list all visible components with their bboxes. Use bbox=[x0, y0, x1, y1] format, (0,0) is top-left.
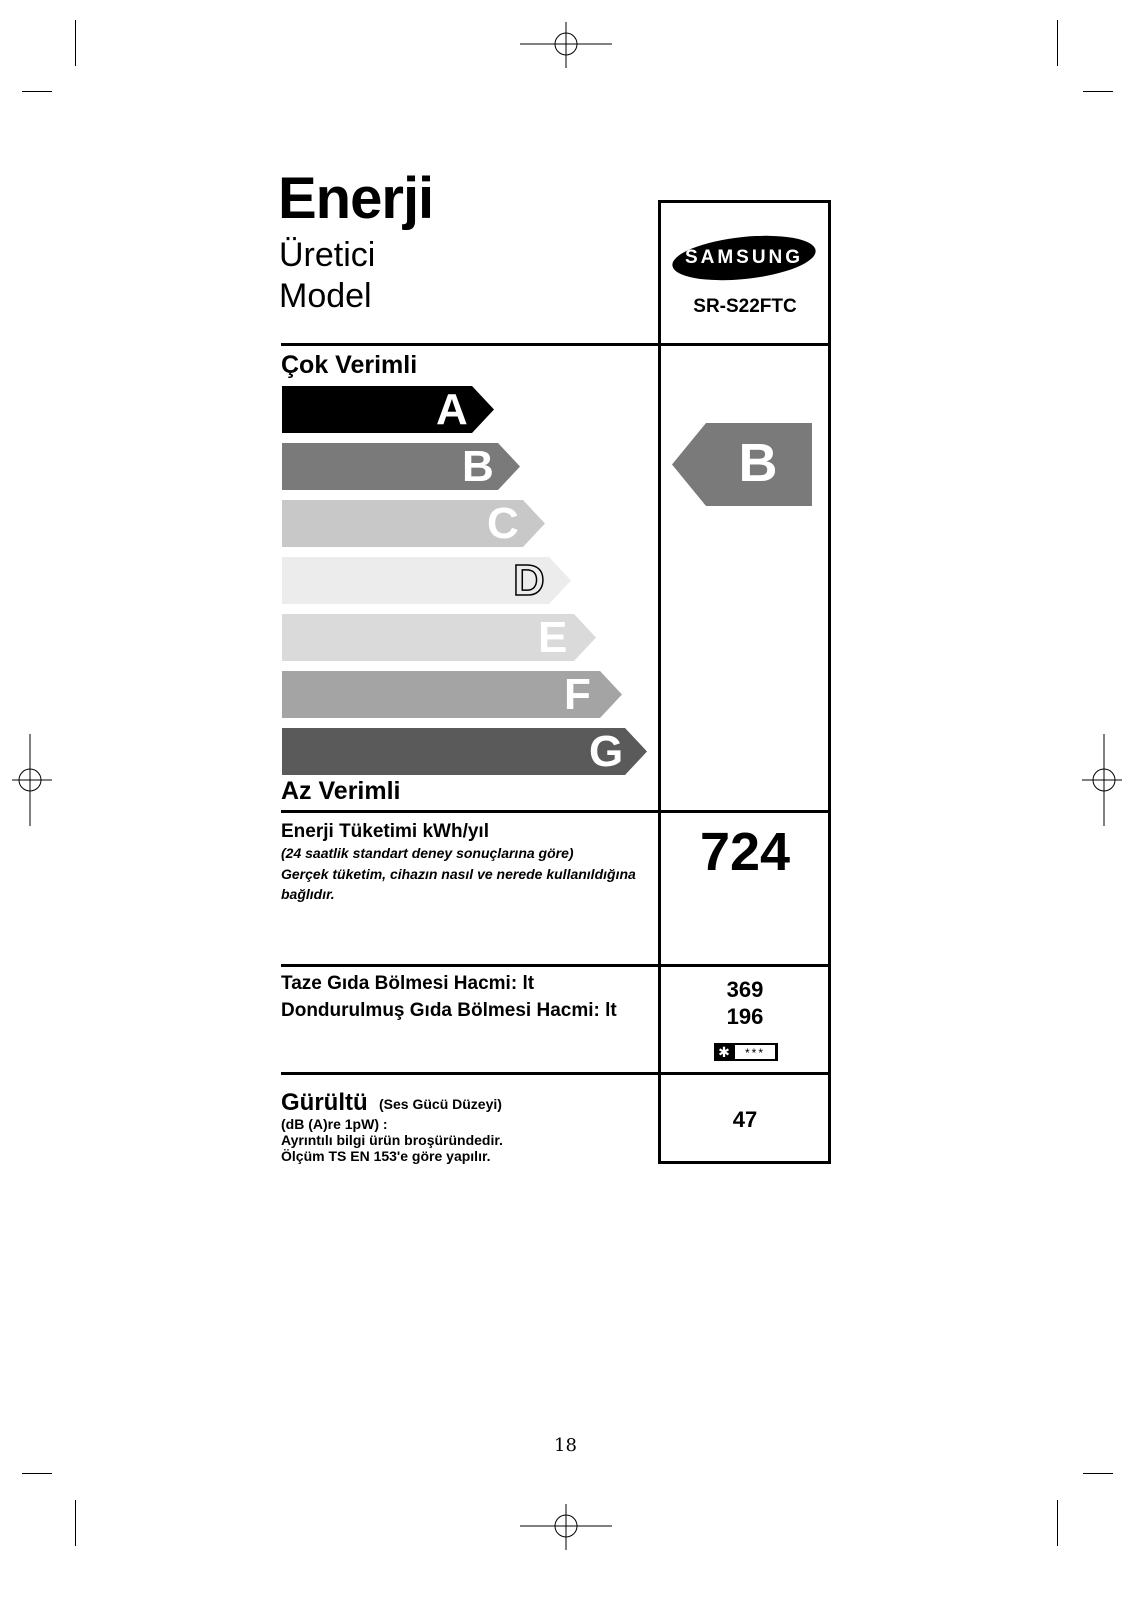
efficiency-bar-e bbox=[282, 614, 596, 661]
efficiency-bar-letter: E bbox=[538, 613, 568, 662]
section-divider bbox=[281, 1072, 831, 1075]
efficiency-bar-letter: D bbox=[513, 556, 545, 605]
crop-mark bbox=[1057, 1500, 1058, 1546]
noise-note: Ayrıntılı bilgi ürün broşüründedir. bbox=[281, 1132, 503, 1148]
section-divider bbox=[281, 810, 831, 813]
efficiency-bar-d bbox=[282, 557, 571, 604]
noise-heading-sub: (Ses Gücü Düzeyi) bbox=[379, 1096, 502, 1112]
registration-mark-icon bbox=[520, 1504, 612, 1550]
efficiency-bar-f bbox=[282, 671, 622, 718]
energy-note: (24 saatlik standart deney sonuçlarına göre) bbox=[281, 845, 574, 861]
efficiency-bar-a bbox=[282, 386, 494, 433]
crop-mark bbox=[22, 91, 52, 92]
model-label: Model bbox=[279, 277, 372, 315]
energy-note: Gerçek tüketim, cihazın nasıl ve nerede kullanıldığına bağlıdır. bbox=[281, 866, 636, 902]
crop-mark bbox=[1083, 1473, 1113, 1474]
crop-mark bbox=[1083, 91, 1113, 92]
fresh-volume-label: Taze Gıda Bölmesi Hacmi: lt bbox=[281, 973, 535, 994]
efficiency-bar-c bbox=[282, 500, 545, 547]
crop-mark bbox=[75, 20, 76, 66]
scale-bottom-label: Az Verimli bbox=[281, 777, 401, 805]
efficiency-bar-letter: B bbox=[462, 442, 494, 491]
rating-letter: B bbox=[738, 433, 778, 493]
frozen-volume-value: 196 bbox=[726, 1004, 764, 1029]
efficiency-bar-g bbox=[282, 728, 647, 775]
efficiency-bar-letter: C bbox=[487, 499, 519, 548]
right-column-top bbox=[658, 200, 831, 203]
label-title: Enerji bbox=[278, 166, 434, 231]
rating-arrow bbox=[672, 423, 812, 506]
efficiency-bar-letter: G bbox=[589, 727, 624, 776]
efficiency-bar-letter: F bbox=[564, 670, 591, 719]
noise-unit: (dB (A)re 1pW) : bbox=[281, 1116, 388, 1132]
noise-heading: Gürültü bbox=[281, 1089, 368, 1116]
manufacturer-label: Üretici bbox=[279, 236, 376, 274]
brand-logo: SAMSUNG bbox=[670, 233, 818, 283]
fresh-volume-value: 369 bbox=[726, 977, 764, 1002]
crop-mark bbox=[75, 1500, 76, 1546]
right-column-bottom bbox=[658, 1161, 831, 1164]
crop-mark bbox=[22, 1473, 52, 1474]
frozen-volume-label: Dondurulmuş Gıda Bölmesi Hacmi: lt bbox=[281, 1000, 617, 1021]
scale-top-label: Çok Verimli bbox=[281, 351, 418, 379]
section-divider bbox=[281, 964, 831, 967]
section-divider bbox=[281, 343, 831, 346]
registration-mark-icon bbox=[520, 22, 612, 68]
registration-mark-icon bbox=[1082, 734, 1122, 826]
model-number: SR-S22FTC bbox=[693, 296, 797, 317]
crop-mark bbox=[1057, 20, 1058, 66]
energy-consumption-value: 724 bbox=[699, 822, 791, 882]
noise-note: Ölçüm TS EN 153'e göre yapılır. bbox=[281, 1148, 491, 1164]
efficiency-bar-letter: A bbox=[436, 385, 468, 434]
registration-mark-icon bbox=[12, 734, 52, 826]
efficiency-bar-b bbox=[282, 443, 520, 490]
page-number: 18 bbox=[554, 1435, 577, 1456]
noise-value: 47 bbox=[732, 1107, 758, 1132]
energy-heading: Enerji Tüketimi kWh/yıl bbox=[281, 821, 489, 842]
freezer-star-rating-icon: ✱ *** bbox=[714, 1043, 778, 1061]
